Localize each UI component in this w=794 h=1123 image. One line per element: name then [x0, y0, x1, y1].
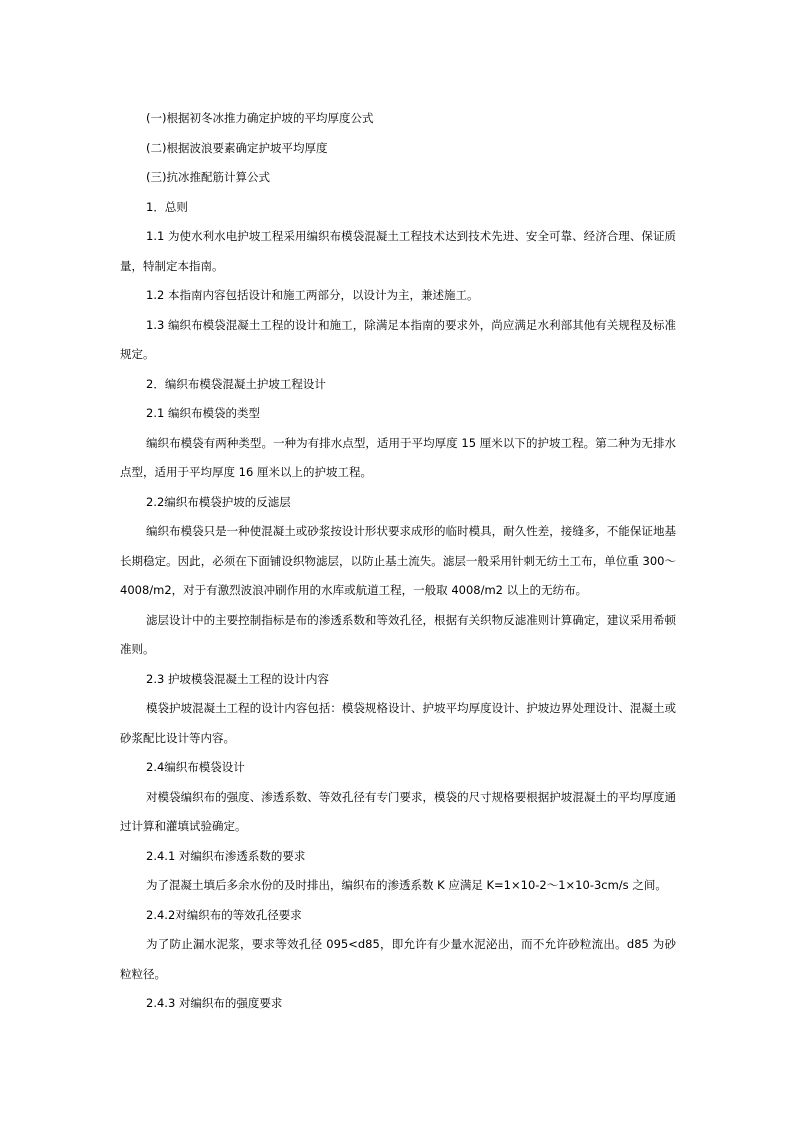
paragraph-1: (一)根据初冬冰推力确定护坡的平均厚度公式 — [146, 111, 374, 125]
paragraph-1-1: 1.1 为使水利水电护坡工程采用编织布模袋混凝土工程技术达到技术先进、安全可靠、经济合理、保证质量，特制定本指南。 — [120, 229, 676, 273]
paragraph-2-2-body: 编织布模袋只是一种使混凝土或砂浆按设计形状要求成形的临时模具，耐久性差，接缝多，不能保证地基长期稳定。因此，必须在下面铺设织物滤层，以防止基土流失。滤层一般采用针刺无纺土工布，单位重 300～4008/m2，对于有激烈波浪冲刷作用的水库或航道工程，一般取 4008/m2 以上的无纺布。 — [120, 524, 676, 597]
subheading-2-3: 2.3 护坡模袋混凝土工程的设计内容 — [146, 671, 329, 686]
paragraph-2-4-1-body: 为了混凝土填后多余水份的及时排出，编织布的渗透系数 K 应满足 K=1×10-2～1×10-3cm/s 之间。 — [146, 878, 667, 892]
subheading-2-4-3: 2.4.3 对编织布的强度要求 — [146, 996, 283, 1010]
section-heading-design: 2．编织布模袋混凝土护坡工程设计 — [146, 376, 326, 391]
subheading-2-2: 2.2编织布模袋护坡的反滤层 — [146, 494, 291, 509]
paragraph-2-2-filter: 滤层设计中的主要控制指标是布的渗透系数和等效孔径，根据有关织物反滤准则计算确定，建议采用希顿准则。 — [120, 612, 676, 656]
paragraph-2-1-body: 编织布模袋有两种类型。一种为有排水点型，适用于平均厚度 15 厘米以下的护坡工程。第二种为无排水点型，适用于平均厚度 16 厘米以上的护坡工程。 — [120, 435, 676, 479]
subheading-2-4-2: 2.4.2对编织布的等效孔径要求 — [146, 907, 302, 922]
section-heading-general: 1．总则 — [146, 199, 188, 214]
subheading-2-4-1: 2.4.1 对编织布渗透系数的要求 — [146, 848, 306, 863]
document-body — [120, 104, 676, 1019]
paragraph-2-4-2-body: 为了防止漏水泥浆，要求等效孔径 095<d85，即允许有少量水泥泌出，而不允许砂粒流出。d85 为砂粒粒径。 — [120, 937, 676, 981]
paragraph-2-3-body: 模袋护坡混凝土工程的设计内容包括：模袋规格设计、护坡平均厚度设计、护坡边界处理设计、混凝土或砂浆配比设计等内容。 — [120, 701, 676, 745]
paragraph-2: (二)根据波浪要素确定护坡平均厚度 — [146, 140, 328, 155]
subheading-2-1: 2.1 编织布模袋的类型 — [146, 406, 260, 420]
paragraph-2-4-body: 对模袋编织布的强度、渗透系数、等效孔径有专门要求，模袋的尺寸规格要根据护坡混凝土的平均厚度通过计算和灌填试验确定。 — [120, 789, 676, 833]
paragraph-1-3: 1.3 编织布模袋混凝土工程的设计和施工，除满足本指南的要求外，尚应满足水利部其他有关规程及标准规定。 — [120, 317, 676, 361]
paragraph-3: (三)抗冰推配筋计算公式 — [146, 170, 270, 184]
subheading-2-4: 2.4编织布模袋设计 — [146, 760, 245, 774]
paragraph-1-2: 1.2 本指南内容包括设计和施工两部分，以设计为主，兼述施工。 — [146, 288, 479, 302]
